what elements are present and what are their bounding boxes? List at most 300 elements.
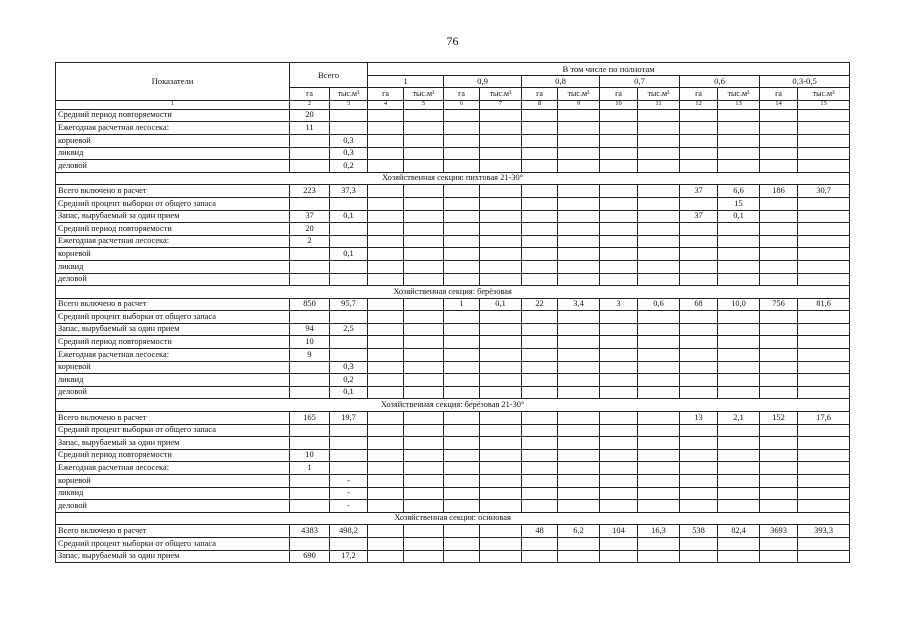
page-number: 76 (446, 34, 459, 48)
row-label: Средний процент выборки от общего запаса (56, 197, 290, 210)
unit-cell: га (600, 88, 638, 101)
table-cell (680, 223, 718, 236)
table-cell: 6,2 (558, 525, 600, 538)
table-cell (798, 134, 850, 147)
table-cell (522, 487, 558, 500)
table-cell (444, 449, 480, 462)
table-cell (330, 437, 368, 450)
table-row (56, 109, 850, 122)
table-cell (480, 122, 522, 135)
table-row (56, 147, 850, 160)
table-cell (760, 122, 798, 135)
table-cell (444, 248, 480, 261)
table-cell (444, 475, 480, 488)
table-cell (638, 437, 680, 450)
table-cell (638, 197, 680, 210)
table-cell (760, 386, 798, 399)
table-cell: 37 (290, 210, 330, 223)
density-header: 0,3-0,5 (760, 75, 850, 88)
section-title: Хозяйственная секция: берёзовая (56, 286, 850, 299)
table-cell (330, 109, 368, 122)
table-cell (718, 323, 760, 336)
table-cell (480, 248, 522, 261)
table-row (56, 537, 850, 550)
table-cell (600, 412, 638, 425)
table-cell (558, 134, 600, 147)
table-cell (480, 109, 522, 122)
table-cell (638, 386, 680, 399)
table-cell: 0,3 (330, 134, 368, 147)
table-cell (444, 311, 480, 324)
table-cell (760, 134, 798, 147)
table-cell (760, 475, 798, 488)
table-cell (600, 235, 638, 248)
table-cell (290, 475, 330, 488)
table-cell: 19,7 (330, 412, 368, 425)
table-cell: 2,5 (330, 323, 368, 336)
table-row (56, 449, 850, 462)
table-cell (522, 134, 558, 147)
table-cell (798, 323, 850, 336)
table-cell (638, 500, 680, 513)
table-cell (718, 386, 760, 399)
table-cell (600, 109, 638, 122)
table-cell (480, 273, 522, 286)
table-cell (798, 210, 850, 223)
table-cell (558, 185, 600, 198)
table-cell (444, 260, 480, 273)
table-cell (404, 147, 444, 160)
table-cell: 13 (680, 412, 718, 425)
table-cell (522, 160, 558, 173)
table-cell (404, 336, 444, 349)
table-cell (558, 210, 600, 223)
unit-cell: га (368, 88, 404, 101)
table-row (56, 349, 850, 362)
table-cell (680, 248, 718, 261)
table-cell (718, 550, 760, 563)
table-cell (798, 248, 850, 261)
table-cell (522, 323, 558, 336)
table-cell (368, 235, 404, 248)
table-cell (480, 349, 522, 362)
column-number: 5 (404, 100, 444, 109)
table-cell (558, 374, 600, 387)
table-cell (760, 147, 798, 160)
table-cell: 0,1 (330, 386, 368, 399)
table-cell (718, 449, 760, 462)
table-cell (558, 197, 600, 210)
table-cell (330, 462, 368, 475)
table-cell: 20 (290, 109, 330, 122)
table-cell (798, 223, 850, 236)
table-cell (522, 449, 558, 462)
unit-cell: га (680, 88, 718, 101)
table-cell (760, 197, 798, 210)
table-cell (522, 235, 558, 248)
table-cell (522, 109, 558, 122)
table-cell (522, 550, 558, 563)
row-label: ликвид (56, 260, 290, 273)
table-cell (600, 349, 638, 362)
table-cell (718, 109, 760, 122)
table-cell (444, 134, 480, 147)
table-cell (558, 147, 600, 160)
table-cell (480, 223, 522, 236)
table-cell (404, 374, 444, 387)
table-row (56, 437, 850, 450)
table-cell: 2,1 (718, 412, 760, 425)
table-cell (798, 336, 850, 349)
table-cell (798, 462, 850, 475)
forest-table (55, 62, 850, 563)
table-cell: 68 (680, 298, 718, 311)
table-cell: 223 (290, 185, 330, 198)
table-cell (290, 500, 330, 513)
table-cell (798, 537, 850, 550)
table-row (56, 374, 850, 387)
table-cell (368, 525, 404, 538)
table-cell (558, 336, 600, 349)
table-cell (480, 487, 522, 500)
table-row (56, 323, 850, 336)
table-cell: 20 (290, 223, 330, 236)
column-number: 9 (558, 100, 600, 109)
table-cell: 3693 (760, 525, 798, 538)
table-row (56, 500, 850, 513)
table-cell (600, 361, 638, 374)
unit-cell: га (444, 88, 480, 101)
table-cell (600, 147, 638, 160)
table-cell (404, 449, 444, 462)
table-cell (600, 260, 638, 273)
table-cell (368, 323, 404, 336)
table-cell (680, 323, 718, 336)
table-cell (760, 361, 798, 374)
unit-cell: га (760, 88, 798, 101)
table-cell (522, 500, 558, 513)
table-row (56, 134, 850, 147)
table-cell (760, 487, 798, 500)
table-cell (522, 210, 558, 223)
table-cell (330, 197, 368, 210)
table-cell (290, 311, 330, 324)
table-cell (404, 475, 444, 488)
table-cell (522, 537, 558, 550)
table-cell (680, 109, 718, 122)
table-cell (718, 160, 760, 173)
table-cell: 0,1 (718, 210, 760, 223)
table-cell (330, 235, 368, 248)
table-cell (444, 210, 480, 223)
row-label: Всего включено в расчет (56, 412, 290, 425)
table-cell (558, 462, 600, 475)
table-cell (680, 424, 718, 437)
section-title: Хозяйственная секция: пихтовая 21-30° (56, 172, 850, 185)
table-row (56, 223, 850, 236)
table-cell (444, 361, 480, 374)
table-cell (522, 349, 558, 362)
table-cell (760, 449, 798, 462)
table-cell (718, 311, 760, 324)
table-cell: 82,4 (718, 525, 760, 538)
table-cell: 152 (760, 412, 798, 425)
row-label: деловой (56, 160, 290, 173)
table-cell (760, 424, 798, 437)
table-cell (680, 537, 718, 550)
table-cell (558, 361, 600, 374)
row-label: Запас, вырубаемый за один прием (56, 323, 290, 336)
table-cell (444, 525, 480, 538)
row-label: Ежегодная расчетная лесосека: (56, 235, 290, 248)
table-row (56, 550, 850, 563)
row-label: Ежегодная расчетная лесосека: (56, 349, 290, 362)
table-cell (522, 437, 558, 450)
table-cell (480, 537, 522, 550)
table-cell (760, 311, 798, 324)
table-row (56, 185, 850, 198)
table-cell (558, 248, 600, 261)
table-cell (522, 412, 558, 425)
table-cell (368, 361, 404, 374)
table-cell (290, 160, 330, 173)
row-label: корневой (56, 248, 290, 261)
table-cell (290, 147, 330, 160)
table-cell (368, 412, 404, 425)
table-cell (558, 487, 600, 500)
table-cell: - (330, 500, 368, 513)
table-cell (480, 412, 522, 425)
table-cell (680, 122, 718, 135)
unit-cell: тыс.м³ (404, 88, 444, 101)
table-cell (600, 437, 638, 450)
table-cell (600, 134, 638, 147)
density-header: 0,7 (600, 75, 680, 88)
table-cell (760, 235, 798, 248)
table-cell: 0,3 (330, 361, 368, 374)
table-cell (290, 386, 330, 399)
table-cell: 37 (680, 185, 718, 198)
table-cell (638, 122, 680, 135)
table-cell (404, 500, 444, 513)
table-cell (404, 122, 444, 135)
column-number: 6 (444, 100, 480, 109)
table-cell (638, 311, 680, 324)
table-cell (718, 260, 760, 273)
table-cell: 10 (290, 449, 330, 462)
table-cell: 17,2 (330, 550, 368, 563)
table-cell (558, 223, 600, 236)
row-label: Запас, вырубаемый за один прием (56, 437, 290, 450)
row-label: деловой (56, 500, 290, 513)
table-cell (368, 109, 404, 122)
table-cell (638, 185, 680, 198)
table-cell (330, 223, 368, 236)
table-cell (600, 311, 638, 324)
table-cell (290, 197, 330, 210)
column-number: 11 (638, 100, 680, 109)
table-cell (480, 323, 522, 336)
table-cell: 690 (290, 550, 330, 563)
table-cell: 17,6 (798, 412, 850, 425)
table-cell (718, 235, 760, 248)
table-cell (480, 260, 522, 273)
total-header: Всего (290, 63, 368, 88)
column-number: 4 (368, 100, 404, 109)
table-cell (638, 550, 680, 563)
table-cell (444, 462, 480, 475)
table-cell (638, 487, 680, 500)
section-row (56, 286, 850, 299)
table-cell (760, 223, 798, 236)
table-cell (638, 260, 680, 273)
table-cell (330, 349, 368, 362)
table-cell (444, 147, 480, 160)
table-cell (680, 437, 718, 450)
table-cell (404, 260, 444, 273)
density-header: 1 (368, 75, 444, 88)
table-cell (404, 323, 444, 336)
table-cell (522, 260, 558, 273)
table-cell (760, 336, 798, 349)
table-cell (798, 424, 850, 437)
table-cell (798, 197, 850, 210)
indicators-header: Показатели (56, 63, 290, 101)
table-cell: 4383 (290, 525, 330, 538)
table-cell (638, 336, 680, 349)
table-row (56, 122, 850, 135)
table-cell (600, 197, 638, 210)
table-cell (718, 273, 760, 286)
table-cell (558, 412, 600, 425)
table-cell: 81,6 (798, 298, 850, 311)
table-cell (404, 537, 444, 550)
table-cell (638, 537, 680, 550)
table-cell (368, 248, 404, 261)
table-cell (798, 260, 850, 273)
table-cell (480, 462, 522, 475)
table-cell: 0,3 (330, 147, 368, 160)
table-cell (368, 185, 404, 198)
table-cell (600, 386, 638, 399)
table-cell: 850 (290, 298, 330, 311)
table-cell (760, 248, 798, 261)
row-label: Запас, вырубаемый за один прием (56, 210, 290, 223)
table-cell (558, 235, 600, 248)
table-cell (368, 374, 404, 387)
table-cell (718, 134, 760, 147)
table-cell (600, 424, 638, 437)
table-cell (368, 260, 404, 273)
table-cell (290, 260, 330, 273)
table-cell (444, 185, 480, 198)
table-cell (558, 437, 600, 450)
group-header: В том числе по полнотам (368, 63, 850, 76)
table-cell (680, 475, 718, 488)
row-label: Средний период повторяемости (56, 336, 290, 349)
table-cell (638, 134, 680, 147)
table-cell (718, 374, 760, 387)
table-cell: 3,4 (558, 298, 600, 311)
table-cell (638, 235, 680, 248)
table-cell (558, 122, 600, 135)
table-cell: 0,2 (330, 160, 368, 173)
row-label: Запас, вырубаемый за один прием (56, 550, 290, 563)
table-cell (290, 248, 330, 261)
table-cell (638, 210, 680, 223)
table-cell: 48 (522, 525, 558, 538)
table-cell (558, 109, 600, 122)
row-label: ликвид (56, 487, 290, 500)
table-cell (330, 260, 368, 273)
table-cell (404, 386, 444, 399)
table-cell (760, 109, 798, 122)
table-cell (368, 550, 404, 563)
table-cell (718, 361, 760, 374)
table-cell: 6,6 (718, 185, 760, 198)
table-cell (718, 424, 760, 437)
table-cell (404, 248, 444, 261)
table-cell (760, 260, 798, 273)
table-cell (638, 273, 680, 286)
table-cell (680, 336, 718, 349)
table-cell (600, 449, 638, 462)
table-cell: 104 (600, 525, 638, 538)
table-cell (718, 336, 760, 349)
table-cell (522, 197, 558, 210)
row-label: Средний период повторяемости (56, 449, 290, 462)
table-cell (798, 449, 850, 462)
table-cell (718, 248, 760, 261)
table-cell (718, 122, 760, 135)
table-cell: 756 (760, 298, 798, 311)
table-cell (600, 462, 638, 475)
table-cell: 186 (760, 185, 798, 198)
table-cell (444, 349, 480, 362)
table-cell (368, 160, 404, 173)
table-cell (368, 424, 404, 437)
table-cell (680, 386, 718, 399)
table-cell (404, 223, 444, 236)
table-cell (680, 273, 718, 286)
table-cell (600, 223, 638, 236)
table-row (56, 273, 850, 286)
table-cell (680, 147, 718, 160)
table-cell (600, 323, 638, 336)
table-cell (522, 147, 558, 160)
table-cell (368, 134, 404, 147)
table-cell (638, 475, 680, 488)
table-cell: 0,1 (330, 210, 368, 223)
row-label: деловой (56, 386, 290, 399)
table-cell (480, 550, 522, 563)
table-cell (798, 437, 850, 450)
table-cell (368, 349, 404, 362)
table-cell (330, 449, 368, 462)
table-cell (600, 273, 638, 286)
table-cell (638, 412, 680, 425)
table-cell (680, 361, 718, 374)
column-number: 3 (330, 100, 368, 109)
table-cell (404, 185, 444, 198)
table-cell (638, 147, 680, 160)
table-cell: 0,2 (330, 374, 368, 387)
table-cell (558, 273, 600, 286)
row-label: Ежегодная расчетная лесосека: (56, 462, 290, 475)
section-title: Хозяйственная секция: берёзовая 21-30° (56, 399, 850, 412)
table-cell (368, 449, 404, 462)
table-cell (368, 386, 404, 399)
